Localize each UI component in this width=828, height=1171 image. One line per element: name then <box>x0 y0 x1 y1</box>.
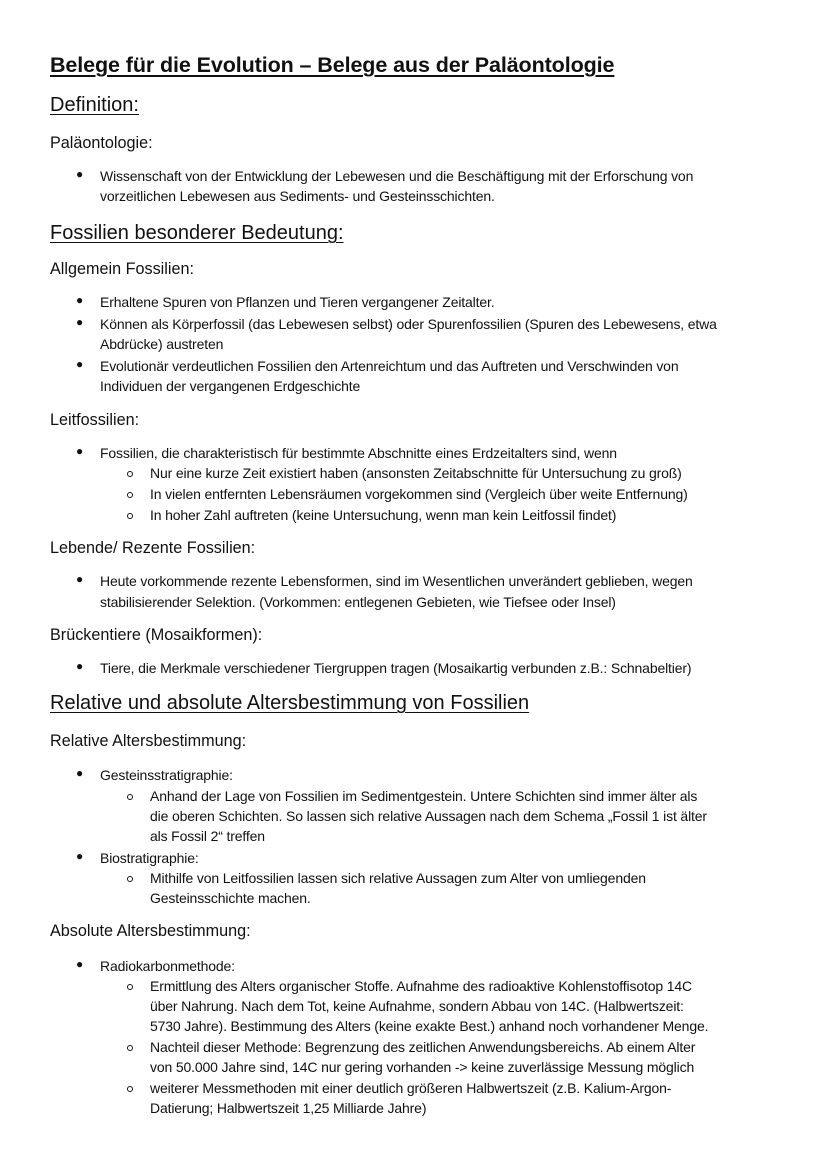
text-line: Gesteinsstratigraphie: <box>100 767 233 783</box>
text-line: Radiokarbonmethode: <box>100 958 235 974</box>
sub-bullet-icon <box>127 876 133 882</box>
text-line: stabilisierender Selektion. (Vorkommen: entlegenen Gebieten, wie Tiefsee oder Insel) <box>100 594 616 610</box>
text-line: vorzeitlichen Lebewesen aus Sediments- und Gesteinsschichten. <box>100 188 495 204</box>
bullet-icon: ● <box>76 444 84 458</box>
bullet-icon: ● <box>76 572 84 586</box>
text-line: über Nahrung. Nach dem Tot, keine Aufnahme, sondern Abbau von 14C. (Halbwertszeit: <box>150 998 684 1014</box>
general-fossils-heading: Allgemein Fossilien: <box>50 260 194 278</box>
definition-term: Paläontologie: <box>50 134 153 152</box>
fossils-heading: Fossilien besonderer Bedeutung: <box>50 222 344 244</box>
bullet-icon: ● <box>76 167 84 181</box>
dating-heading: Relative und absolute Altersbestimmung von Fossilien <box>50 692 530 714</box>
sub-bullet-icon <box>127 471 133 477</box>
text-line: In vielen entfernten Lebensräumen vorgekommen sind (Vergleich über weite Entfernung) <box>150 486 688 502</box>
sub-bullet-icon <box>127 1086 133 1092</box>
text-line: Mithilfe von Leitfossilien lassen sich relative Aussagen zum Alter von umliegenden <box>150 870 646 886</box>
text-line: Datierung; Halbwertszeit 1,25 Milliarde Jahre) <box>150 1100 427 1116</box>
bullet-icon: ● <box>76 293 84 307</box>
sub-bullet-icon <box>127 794 133 800</box>
living-fossils-heading: Lebende/ Rezente Fossilien: <box>50 539 256 557</box>
sub-bullet-icon <box>127 984 133 990</box>
bridge-animals-heading: Brückentiere (Mosaikformen): <box>50 626 263 644</box>
text-line: Gesteinsschichte machen. <box>150 890 311 906</box>
bullet-icon: ● <box>76 659 84 673</box>
text-line: Biostratigraphie: <box>100 850 199 866</box>
text-line: In hoher Zahl auftreten (keine Untersuchung, wenn man kein Leitfossil findet) <box>150 507 617 523</box>
page-title: Belege für die Evolution – Belege aus der Paläontologie <box>50 53 615 77</box>
bullet-icon: ● <box>76 957 84 971</box>
text-line: Erhaltene Spuren von Pflanzen und Tieren vergangener Zeitalter. <box>100 294 495 310</box>
text-line: weiterer Messmethoden mit einer deutlich größeren Halbwertszeit (z.B. Kalium-Argon- <box>150 1080 672 1096</box>
sub-bullet-icon <box>127 513 133 519</box>
text-line: Nachteil dieser Methode: Begrenzung des zeitlichen Anwendungsbereichs. Ab einem Alter <box>150 1039 696 1055</box>
bullet-icon: ● <box>76 849 84 863</box>
text-line: Abdrücke) austreten <box>100 336 224 352</box>
text-line: Ermittlung des Alters organischer Stoffe. Aufnahme des radioaktive Kohlenstoffisotop 14C <box>150 978 692 994</box>
text-line: die oberen Schichten. So lassen sich relative Aussagen nach dem Schema „Fossil 1 ist älter <box>150 808 707 824</box>
text-line: Heute vorkommende rezente Lebensformen, sind im Wesentlichen unverändert geblieben, wegen <box>100 573 693 589</box>
text-line: Fossilien, die charakteristisch für bestimmte Abschnitte eines Erdzeitalters sind, wenn <box>100 445 617 461</box>
bullet-icon: ● <box>76 357 84 371</box>
text-line: Evolutionär verdeutlichen Fossilien den Artenreichtum und das Auftreten und Verschwinden von <box>100 358 679 374</box>
text-line: Tiere, die Merkmale verschiedener Tiergruppen tragen (Mosaikartig verbunden z.B.: Schnabeltier) <box>100 660 692 676</box>
text-line: 5730 Jahre). Bestimmung des Alters (keine exakte Best.) anhand noch vorhandener Menge. <box>150 1018 709 1034</box>
text-line: Anhand der Lage von Fossilien im Sedimentgestein. Untere Schichten sind immer älter als <box>150 788 698 804</box>
text-line: Können als Körperfossil (das Lebewesen selbst) oder Spurenfossilien (Spuren des Lebewesens, etwa <box>100 316 717 332</box>
sub-bullet-icon <box>127 492 133 498</box>
text-line: Wissenschaft von der Entwicklung der Lebewesen und die Beschäftigung mit der Erforschung von <box>100 168 694 184</box>
absolute-dating-heading: Absolute Altersbestimmung: <box>50 922 251 940</box>
index-fossils-heading: Leitfossilien: <box>50 411 140 429</box>
bullet-icon: ● <box>76 315 84 329</box>
bullet-icon: ● <box>76 766 84 780</box>
relative-dating-heading: Relative Altersbestimmung: <box>50 732 247 750</box>
text-line: als Fossil 2“ treffen <box>150 828 265 844</box>
text-line: Individuen der vergangenen Erdgeschichte <box>100 378 361 394</box>
text-line: Nur eine kurze Zeit existiert haben (ansonsten Zeitabschnitte für Untersuchung zu groß) <box>150 465 682 481</box>
text-line: von 50.000 Jahre sind, 14C nur gering vorhanden -> keine zuverlässige Messung möglich <box>150 1059 695 1075</box>
sub-bullet-icon <box>127 1045 133 1051</box>
definition-heading: Definition: <box>50 94 139 116</box>
